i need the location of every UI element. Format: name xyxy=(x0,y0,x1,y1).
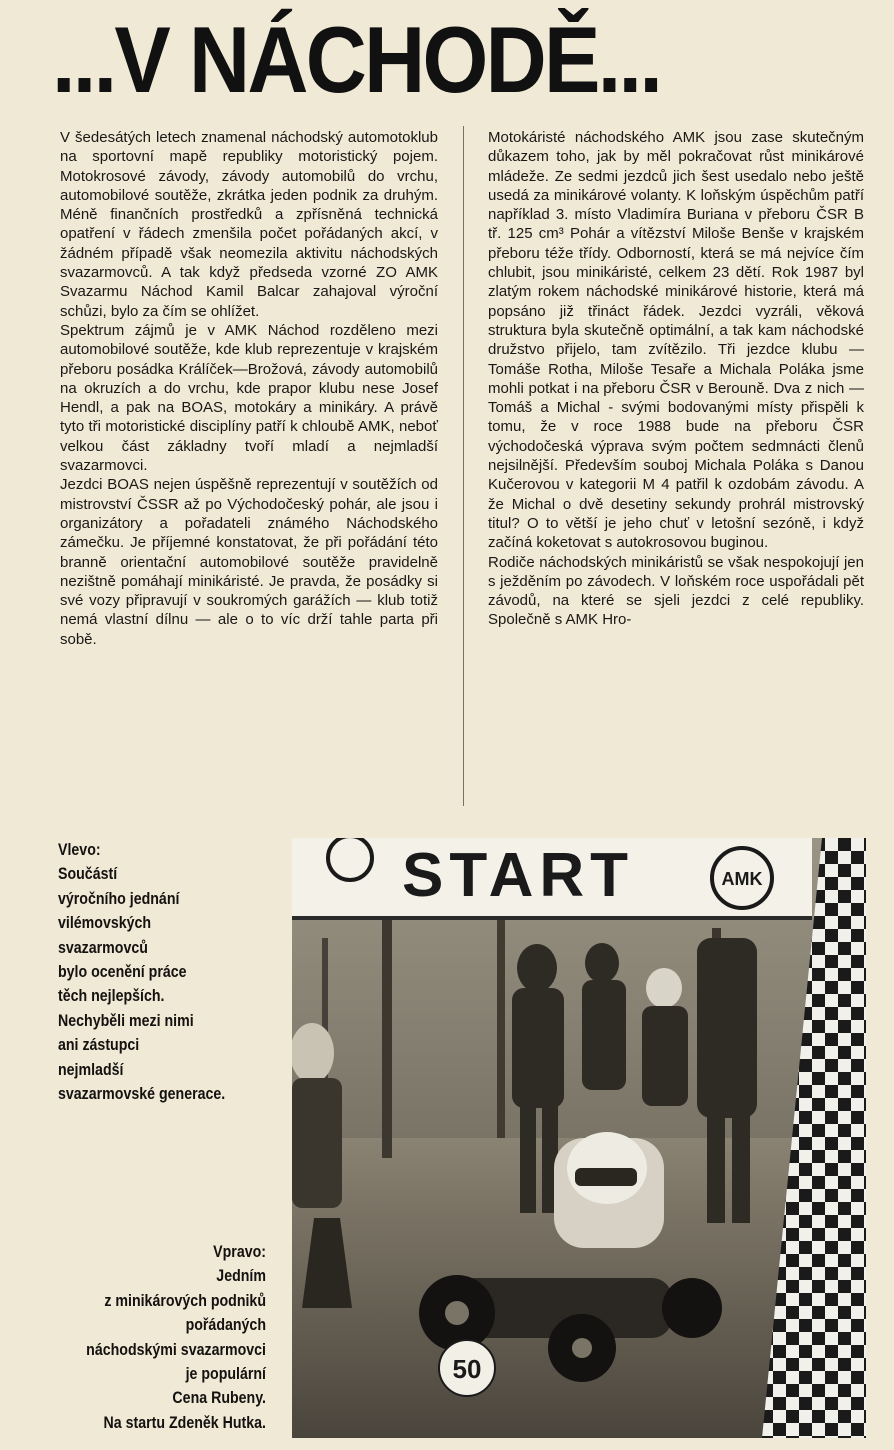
caption-line: vilémovských xyxy=(58,914,152,933)
banner-text: START xyxy=(402,841,635,910)
caption-line: těch nejlepších. xyxy=(58,987,165,1006)
column-divider xyxy=(463,126,464,806)
caption-line: pořádaných xyxy=(185,1316,266,1335)
article-paragraph: V šedesátých letech znamenal náchodský automotoklub na sportovní mapě republiky motoristický pojem. Motokrosové závody, závody automobilů do vrchu, automobilové soutěže, zkrátka jeden podnik za druhým. Méně finančních prostředků a zpřísněná technická opatření v řádech zmenšila počet pořádaných akcí, v žádném případě však neomezila aktivitu náchodských svazarmovců. A tak když předseda vzorné ZO AMK Svazarmu Náchod Kamil Balcar zahajoval výroční schůzi, bylo za čím se ohlížet. xyxy=(60,129,438,320)
article-paragraph: Jezdci BOAS nejen úspěšně reprezentují v soutěžích od mistrovství ČSSR až po Východočeský pohár, ale jsou i organizátory a pořadateli známého Náchodského zámečku. Je příjemné konstatovat, že při pořádání této branně orientační automobilové soutěže pravidelně nezištně pomáhají minikáristé. Je pravda, že posádky si své vozy připravují v soukromých garážích — klub totiž nemá vlastní dílnu — ale o to víc drží tahle parta při sobě. xyxy=(60,476,438,648)
article-left-column xyxy=(60,128,438,649)
caption-line: Jedním xyxy=(216,1267,266,1286)
caption-line: náchodskými svazarmovci xyxy=(86,1340,267,1359)
caption-line: Nechyběli mezi nimi xyxy=(58,1011,194,1030)
race-number: 50 xyxy=(452,1354,482,1384)
caption-line: Na startu Zdeněk Hutka. xyxy=(103,1413,267,1432)
article-paragraph: Rodiče náchodských minikáristů se však nespokojují jen s ježděním po závodech. V loňském roce uspořádali pět závodů, na které se sjeli jezdci z celé republiky. Společně s AMK Hro- xyxy=(488,553,864,629)
caption-line: svazarmovské generace. xyxy=(58,1085,226,1104)
article-paragraph: Spektrum zájmů je v AMK Náchod rozděleno mezi automobilové soutěže, kde klub reprezentuje v krajském přeboru posádka Králíček—Brožová, závody automobilů na okruzích a do vrchu, kde prapor klubu nese Josef Hendl, a pak na BOAS, motokáry a minikáry. A právě tyto tři motoristické disciplíny patří k chloubě AMK, neboť velkou část základny tvoří mladí a nejmladší svazarmovci. xyxy=(60,321,438,475)
caption-line: je populární xyxy=(185,1365,266,1384)
caption-line: bylo ocenění práce xyxy=(58,963,187,982)
caption-line: výročního jednání xyxy=(58,889,180,908)
race-start-photo xyxy=(292,838,866,1438)
article-paragraph: Motokáristé náchodského AMK jsou zase skutečným důkazem toho, jak by měl pokračovat růst minikárové mládeže. Ze sedmi jezdců jich šest usedalo nebo ještě usedá za minikárové volanty. K loňským úspěchům patří například 3. místo Vladimíra Buriana v přeboru ČSR B tř. 125 cm³ Pohár a vítězství Miloše Benše v krajském přeboru téže třídy. Odborností, která se má nejvíce čím chlubit, jsou minikáristé, celkem 23 dětí. Rok 1987 byl zlatým rokem náchodské minikárové historie, která má popsáno již třináct řádek. Jezdci vyzráli, věková struktura byla skutečně optimální, a tak kam náchodské družstvo přijelo, tam zvítězilo. Tři jezdce klubu — Tomáše Rotha, Miloše Tesaře a Michala Poláka jsme mohli potkat i na přeboru ČSR v Berouně. Dva z nich — Tomáš a Michal - svými bodovanými místy přispěli k tomu, že v roce 1988 bude na přeboru ČSR východočeská výprava svým počtem sedmnácti členů nejsilnější. Především souboj Michala Poláka s Danou Kučerovou v kategorii M 4 patřil k ozdobám závodu. A že Michal o dvě desetiny sekundy prohrál mistrovský titul? O to větší je jeho chuť v letošní sezóně, i když začíná koketovat s autokrosovou buginou. xyxy=(488,129,864,552)
caption-line: Součástí xyxy=(58,865,118,884)
headline: ...V NÁCHODĚ... xyxy=(52,7,661,112)
caption-line: Vpravo: xyxy=(213,1243,266,1261)
amk-logo-text: AMK xyxy=(721,869,763,889)
article-right-column xyxy=(488,128,864,630)
caption-line: svazarmovců xyxy=(58,938,148,957)
caption-line: Vlevo: xyxy=(58,841,101,859)
caption-line: nejmladší xyxy=(58,1060,124,1079)
caption-line: ani zástupci xyxy=(58,1036,140,1055)
caption-line: z minikárových podniků xyxy=(104,1291,267,1310)
photo-caption-right xyxy=(17,1240,266,1435)
photo-caption-left xyxy=(58,838,282,1106)
caption-line: Cena Rubeny. xyxy=(172,1389,266,1408)
